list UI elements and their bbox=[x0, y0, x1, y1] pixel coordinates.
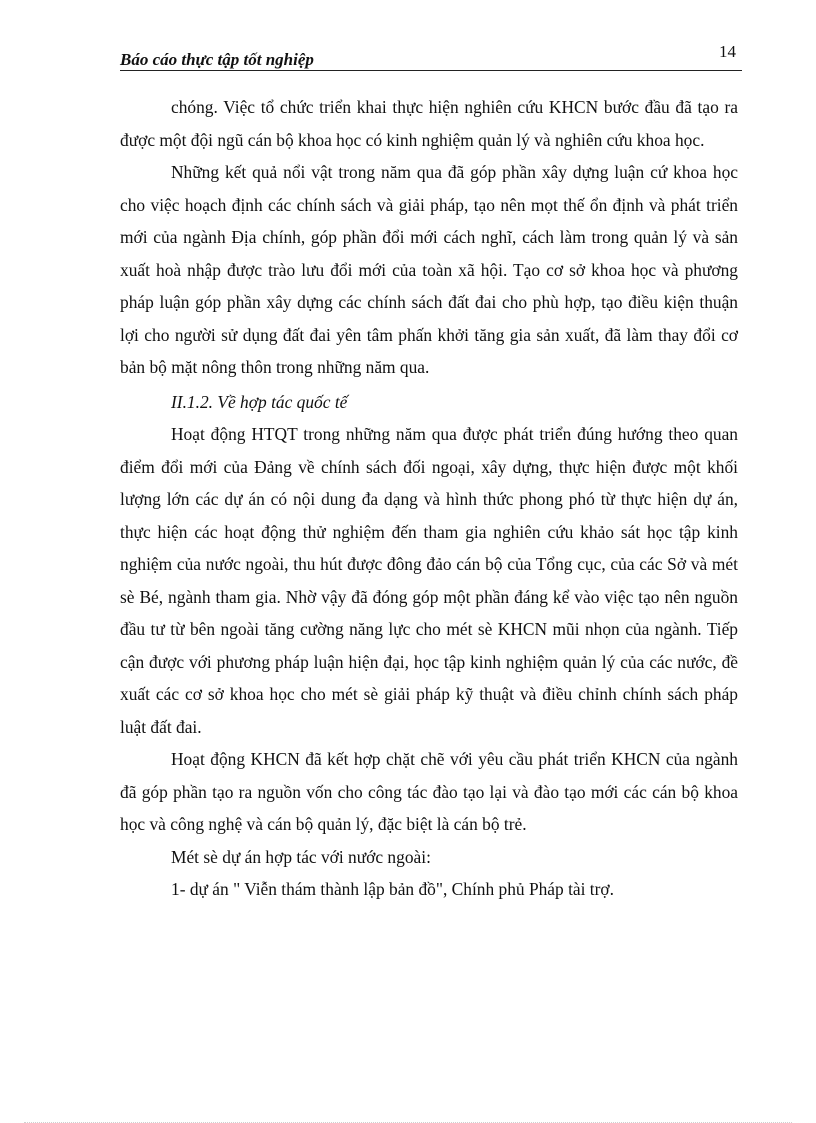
paragraph-continuation: chóng. Việc tổ chức triển khai thực hiện nghiên cứu KHCN bước đầu đã tạo ra được một đội ngũ cán bộ khoa học có kinh nghiệm quản lý và nghiên cứu khoa học. bbox=[120, 97, 738, 150]
section-heading: II.1.2. Về hợp tác quốc tế bbox=[171, 391, 348, 412]
page-header bbox=[120, 44, 742, 71]
paragraph-khcn-activities: Hoạt động KHCN đã kết hợp chặt chẽ với yêu cầu phát triển KHCN của ngành đã góp phần tạo ra nguồn vốn cho công tác đào tạo lại và đào tạo mới các cán bộ khoa học và công nghệ và cán bộ quản lý, đặc biệt là cán bộ trẻ. bbox=[120, 749, 738, 834]
list-item-project-1: 1- dự án " Viễn thám thành lập bản đồ", Chính phủ Pháp tài trợ. bbox=[171, 879, 614, 899]
paragraph-international-cooperation: Hoạt động HTQT trong những năm qua được phát triển đúng hướng theo quan điểm đổi mới của Đảng về chính sách đối ngoại, xây dựng, thực hiện được một khối lượng lớn các dự án có nội dung đa dạng và hình thức phong phó từ thực hiện dự án, thực hiện các hoạt động thử nghiệm đến tham gia nghiên cứu khảo sát học tập kinh nghiệm của nước ngoài, thu hút được đông đảo cán bộ của Tổng cục, của các Sở và mét sè Bé, ngành tham gia. Nhờ vậy đã đóng góp một phần đáng kể vào việc tạo nên nguồn đầu tư từ bên ngoài tăng cường năng lực cho mét sè KHCN mũi nhọn của ngành. Tiếp cận được với phương pháp luận hiện đại, học tập kinh nghiệm quản lý của các nước, đề xuất các cơ sở khoa học cho mét sè giải pháp kỹ thuật và điều chỉnh chính sách pháp luật đất đai. bbox=[120, 424, 738, 737]
header-title: Báo cáo thực tập tốt nghiệp bbox=[120, 50, 314, 69]
paragraph-results: Những kết quả nổi vật trong năm qua đã góp phần xây dựng luận cứ khoa học cho việc hoạch định các chính sách và giải pháp, tạo nên mọt thế ổn định và phát triển mới của ngành Địa chính, góp phần đổi mới cách nghĩ, cách làm trong quản lý và sản xuất hoà nhập được trào lưu đổi mới của toàn xã hội. Tạo cơ sở khoa học và phương pháp luận góp phần xây dựng các chính sách đất đai cho phù hợp, tạo điều kiện thuận lợi cho người sử dụng đất đai yên tâm phấn khởi tăng gia sản xuất, đã làm thay đổi cơ bản bộ mặt nông thôn trong những năm qua. bbox=[120, 162, 738, 377]
page-number: 14 bbox=[719, 42, 736, 61]
document-body bbox=[120, 91, 738, 906]
paragraph-project-intro: Mét sè dự án hợp tác với nước ngoài: bbox=[171, 846, 431, 867]
